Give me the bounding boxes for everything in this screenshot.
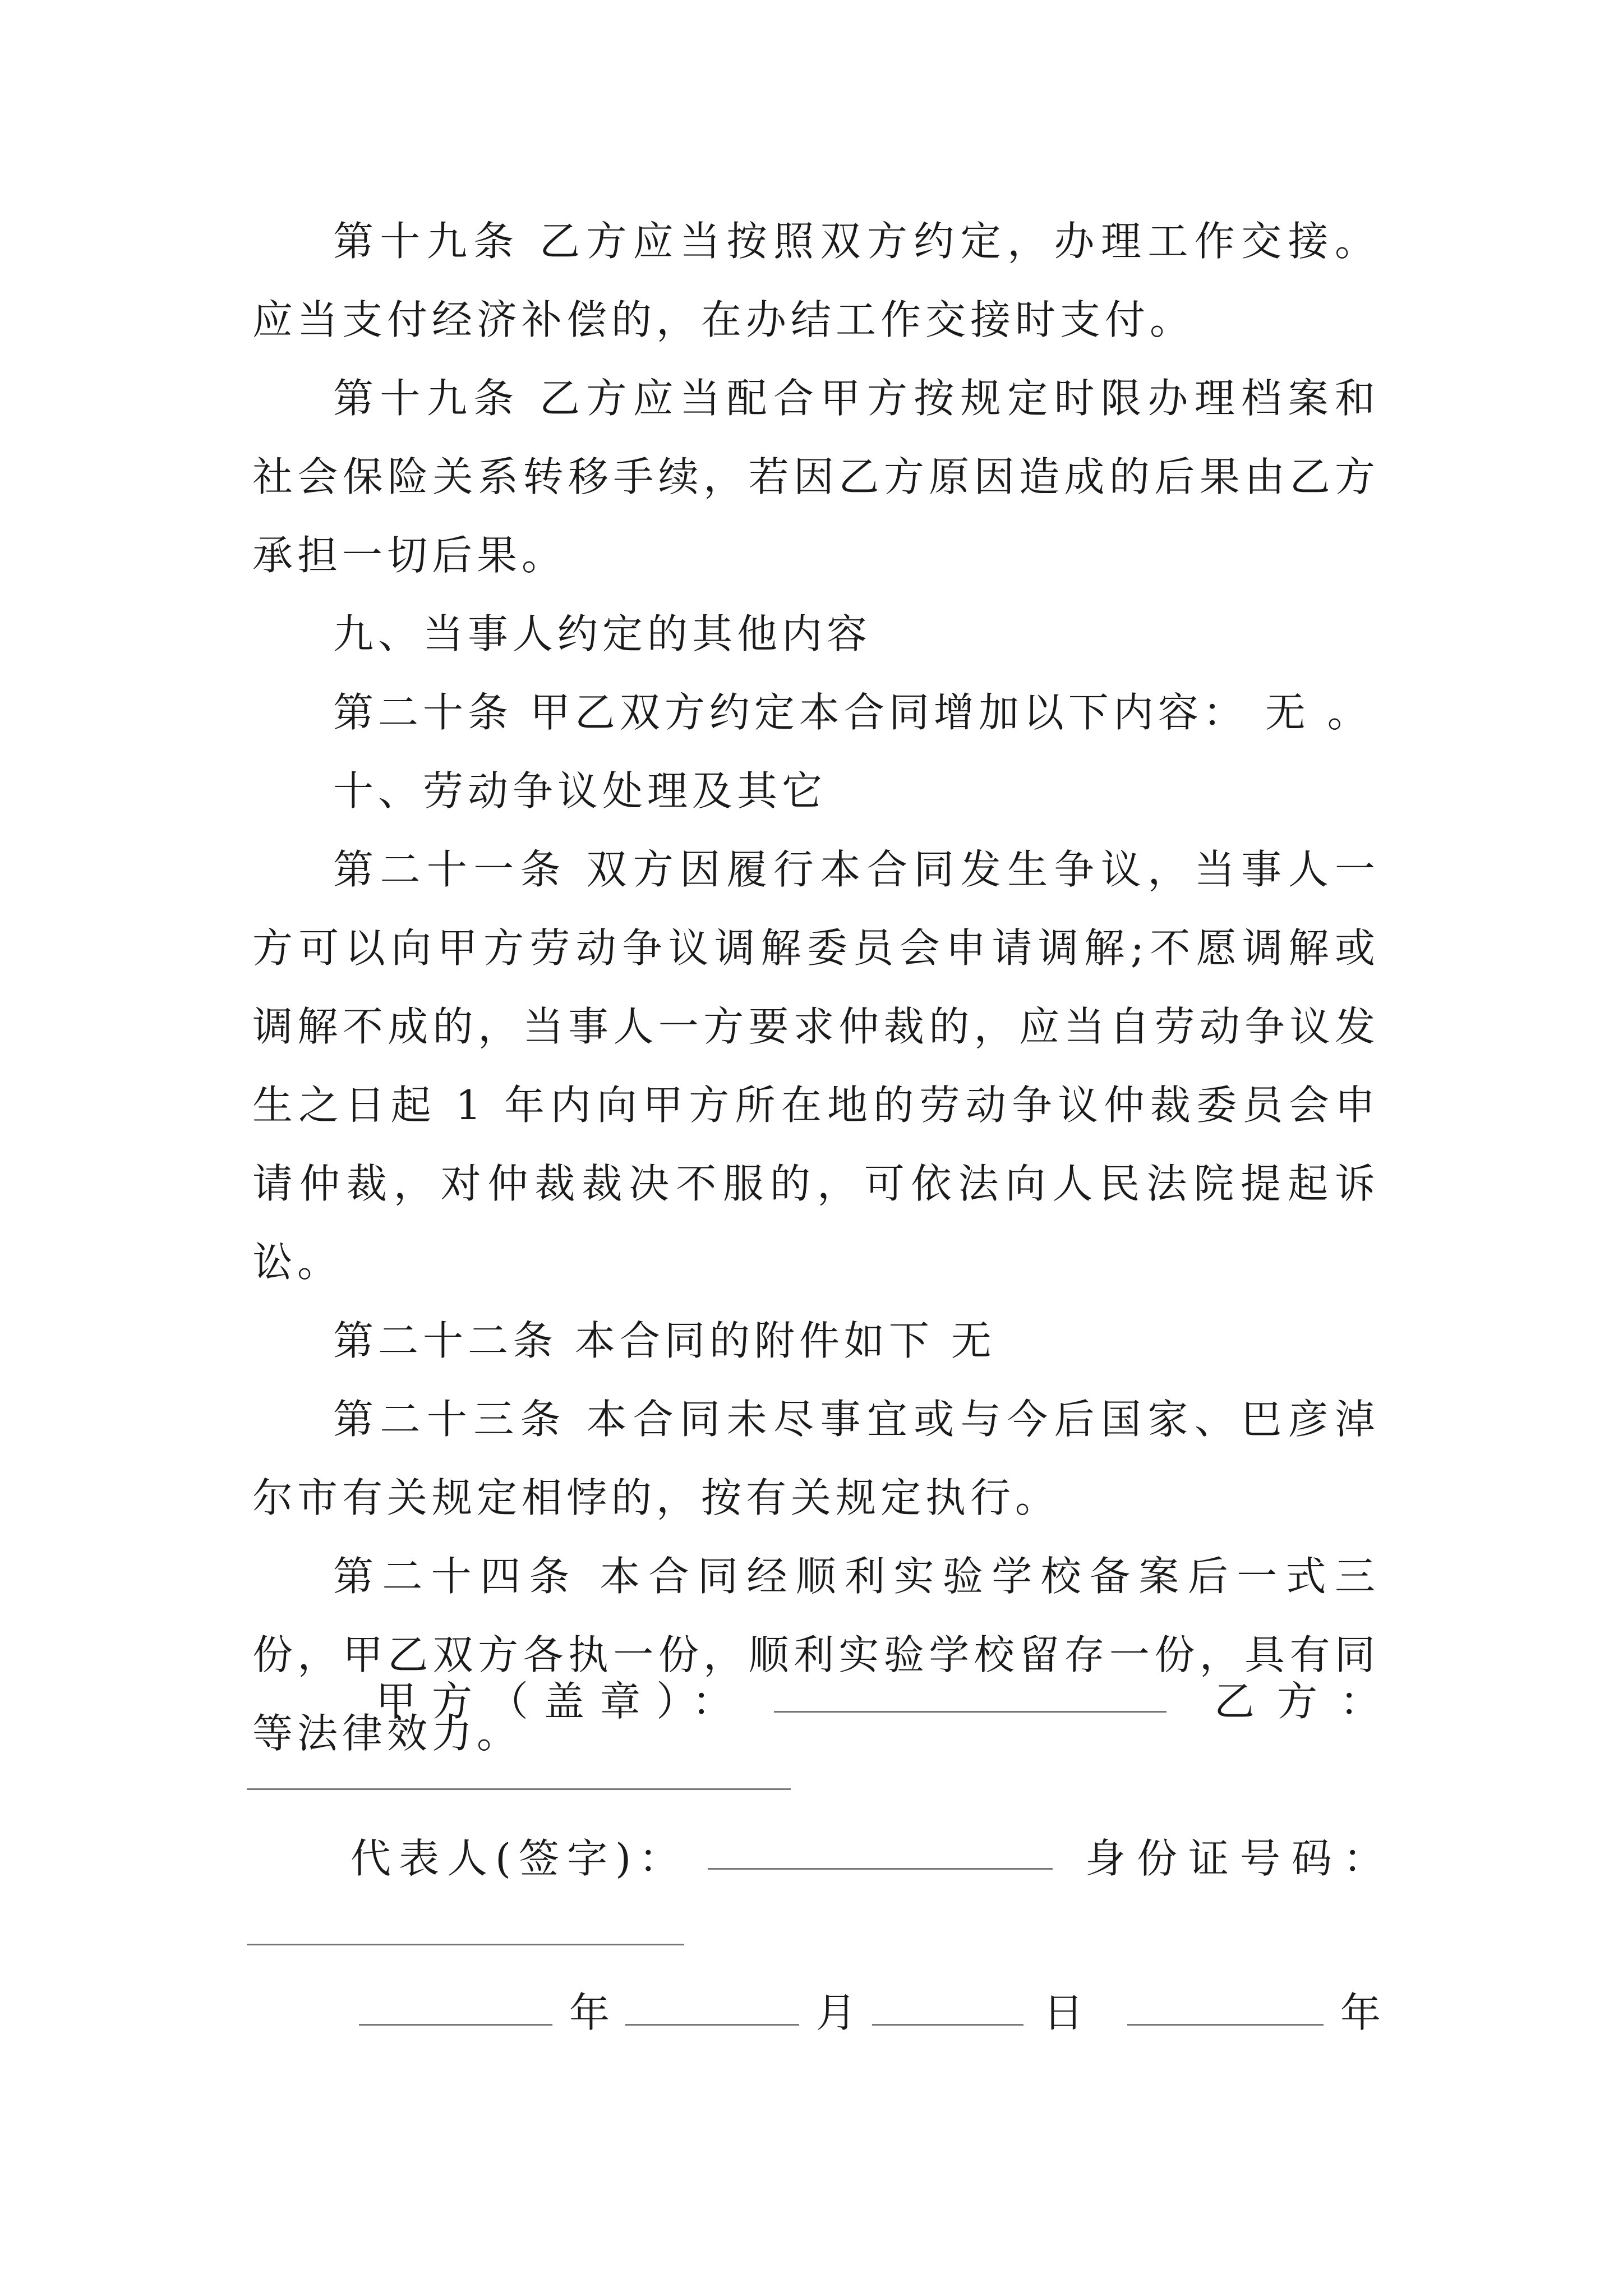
clause-23: 第二十三条 本合同未尽事宜或与今后国家、巴彦淖尔市有关规定相悖的，按有关规定执行。 (252, 1396, 1380, 1521)
month-label: 月 (816, 1989, 866, 2036)
clause-19-archives: 第十九条 乙方应当配合甲方按规定时限办理档案和社会保险关系转移手续，若因乙方原因造成的后果由乙方承担一切后果。 (252, 375, 1380, 579)
section-9-heading: 九、当事人约定的其他内容 (333, 610, 872, 657)
section-10-heading: 十、劳动争议处理及其它 (333, 767, 827, 815)
clause-19-handover: 第十九条 乙方应当按照双方约定，办理工作交接。应当支付经济补偿的，在办结工作交接时支付。 (252, 218, 1380, 343)
month-line[interactable] (625, 2024, 799, 2026)
party-b-sign-line[interactable] (247, 1788, 791, 1790)
id-number-line[interactable] (247, 1944, 684, 1945)
year-line[interactable] (359, 2024, 552, 2026)
representative-label: 代表人(签字)： (351, 1835, 688, 1882)
party-a-seal-line[interactable] (774, 1711, 1166, 1713)
contract-body (252, 202, 1380, 1773)
year2-line[interactable] (1127, 2024, 1324, 2026)
clause-20: 第二十条 甲乙双方约定本合同增加以下内容： 无 。 (333, 689, 1372, 736)
clause-21: 第二十一条 双方因履行本合同发生争议，当事人一方可以向甲方劳动争议调解委员会申请调解;不愿调解或调解不成的，当事人一方要求仲裁的，应当自劳动争议发生之日起 1 年内向甲方所在地的劳动争议仲裁委员会申请仲裁，对仲裁裁决不服的，可依法向人民法院提起诉讼。 (252, 846, 1380, 1286)
year2-label: 年 (1340, 1989, 1390, 2036)
year-label: 年 (569, 1989, 619, 2036)
clause-24: 第二十四条 本合同经顺利实验学校备案后一式三份，甲乙双方各执一份，顺利实验学校留存一份，具有同等法律效力。 (252, 1553, 1380, 1757)
party-a-label: 甲方（盖章）： (376, 1678, 749, 1725)
clause-22: 第二十二条 本合同的附件如下 无 (333, 1317, 996, 1364)
day-label: 日 (1043, 1989, 1093, 2036)
day-line[interactable] (872, 2024, 1023, 2026)
representative-sign-line[interactable] (708, 1868, 1053, 1870)
party-b-label: 乙方： (1214, 1678, 1403, 1725)
id-number-label: 身份证号码： (1085, 1835, 1395, 1882)
